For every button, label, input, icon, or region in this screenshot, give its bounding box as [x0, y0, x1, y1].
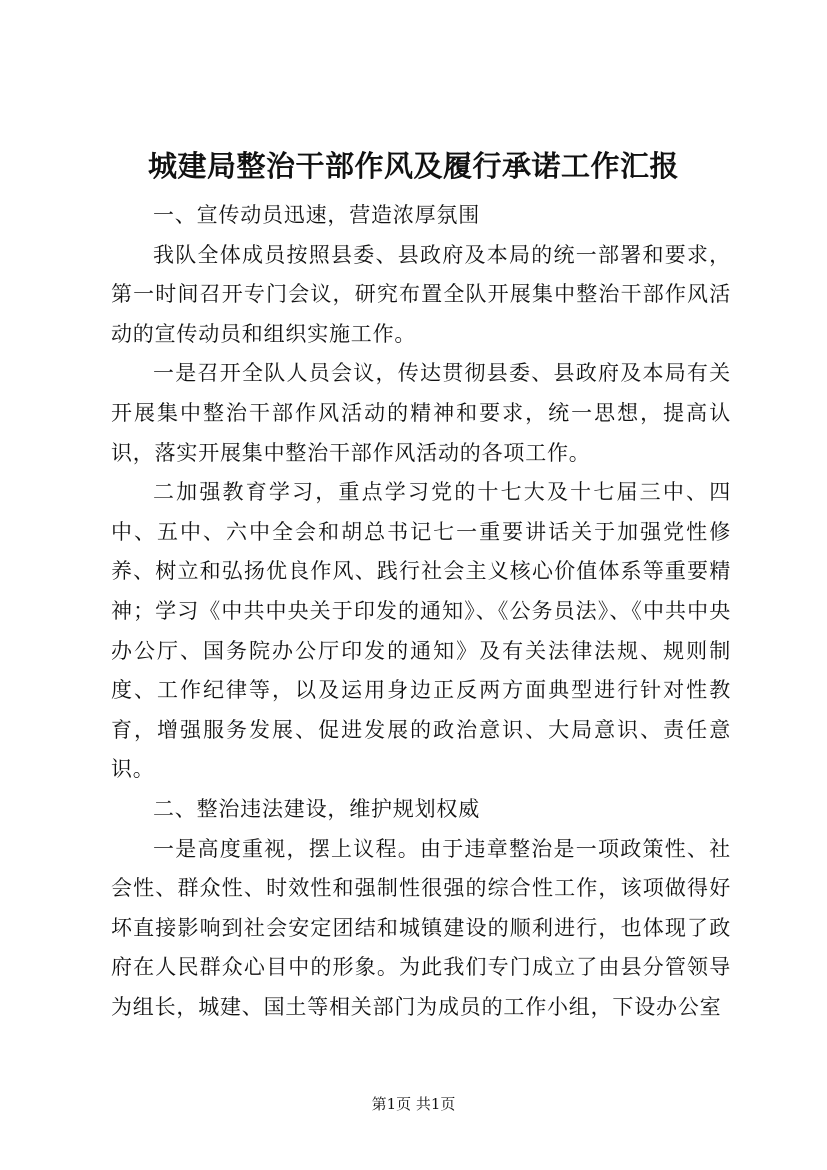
section-heading-1: 一、宣传动员迅速，营造浓厚氛围 [153, 203, 480, 227]
paragraph: 一是高度重视，摆上议程。由于违章整治是一项政策性、社会性、群众性、时效性和强制性很强的综合性工作，该项做得好坏直接影响到社会安定团结和城镇建设的顺利进行，也体现了政府在人民群众心目中的形象。为此我们专门成立了由县分管领导为组长，城建、国土等相关部门为成员的工作小组，下设办公室 [111, 836, 731, 1019]
paragraph: 一是召开全队人员会议，传达贯彻县委、县政府及本局有关开展集中整治干部作风活动的精神和要求，统一思想，提高认识，落实开展集中整治干部作风活动的各项工作。 [111, 361, 731, 465]
paragraph: 我队全体成员按照县委、县政府及本局的统一部署和要求，第一时间召开专门会议，研究布置全队开展集中整治干部作风活动的宣传动员和组织实施工作。 [111, 242, 731, 346]
paragraph: 二加强教育学习，重点学习党的十七大及十七届三中、四中、五中、六中全会和胡总书记七一重要讲话关于加强党性修养、树立和弘扬优良作风、践行社会主义核心价值体系等重要精神；学习《中共中央关于印发的通知》、《公务员法》、《中共中央办公厅、国务院办公厅印发的通知》及有关法律法规、规则制度、工作纪律等，以及运用身边正反两方面典型进行针对性教育，增强服务发展、促进发展的政治意识、大局意识、责任意识。 [111, 480, 731, 782]
section-heading-2: 二、整治违法建设，维护规划权威 [153, 796, 480, 821]
document-title: 城建局整治干部作风及履行承诺工作汇报 [147, 149, 679, 183]
document-body [111, 196, 731, 1027]
page-footer: 第1页 共1页 [371, 1095, 456, 1113]
